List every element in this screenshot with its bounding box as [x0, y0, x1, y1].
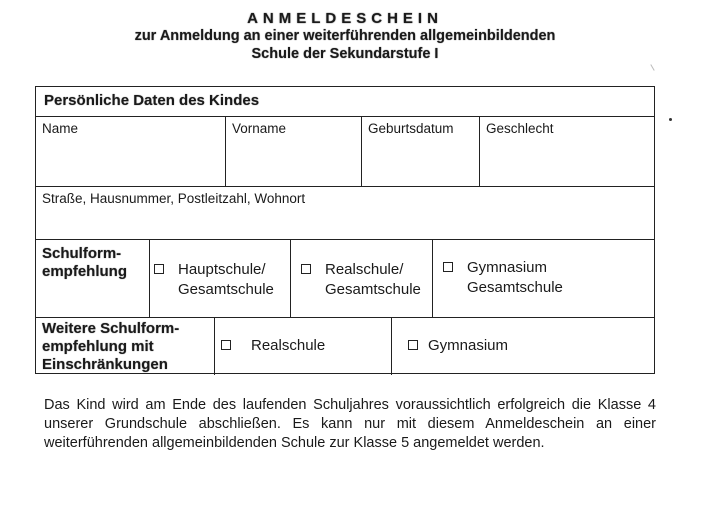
- schulform-label: [42, 245, 127, 281]
- document-title: ANMELDESCHEIN: [247, 10, 443, 27]
- option-hauptschule[interactable]: [154, 260, 274, 300]
- realschule-checkbox[interactable]: [301, 264, 311, 274]
- weitere-label-line1: Weitere Schulform-: [42, 320, 180, 337]
- gymnasium-checkbox[interactable]: [443, 262, 453, 272]
- address-label: Straße, Hausnummer, Postleitzahl, Wohnort: [42, 191, 306, 206]
- weitere-option-gymnasium[interactable]: [408, 336, 508, 356]
- weitere-gymnasium-cell: [391, 318, 654, 375]
- document-subtitle-line1: zur Anmeldung an einer weiterführenden allgemeinbildenden: [134, 28, 556, 44]
- option-realschule-cell: [290, 240, 432, 317]
- document-header: [0, 10, 690, 63]
- weitere-label-cell: [36, 318, 214, 375]
- weitere-label-line3: Einschränkungen: [42, 356, 168, 373]
- geschlecht-label: Geschlecht: [486, 121, 554, 136]
- geburtsdatum-field[interactable]: [361, 117, 479, 186]
- hauptschule-line2: Gesamtschule: [178, 281, 274, 298]
- personal-data-row: [36, 117, 654, 187]
- option-gymnasium[interactable]: [443, 258, 563, 298]
- section-title-row: [36, 87, 654, 117]
- schulform-row: [36, 240, 654, 318]
- geburtsdatum-label: Geburtsdatum: [368, 121, 454, 136]
- vorname-field[interactable]: [225, 117, 361, 186]
- realschule-line1: Realschule/: [325, 261, 404, 278]
- scan-mark: [650, 64, 654, 71]
- option-hauptschule-cell: [149, 240, 290, 317]
- registration-form: [35, 86, 655, 374]
- weitere-realschule-label: Realschule: [251, 337, 326, 354]
- weitere-realschule-checkbox[interactable]: [221, 340, 231, 350]
- gymnasium-line1: Gymnasium: [467, 259, 548, 276]
- option-gymnasium-cell: [432, 240, 654, 317]
- schulform-label-cell: [36, 240, 149, 317]
- name-field[interactable]: [36, 117, 225, 186]
- weitere-realschule-cell: [214, 318, 391, 375]
- info-paragraph: Das Kind wird am Ende des laufenden Schuljahres voraussichtlich erfolgreich die Klasse 4 unserer Grundschule abschließen. Es kann nur mit diesem Anmeldeschein an einer weiterführenden allgemeinbildenden Schule zur Klasse 5 angemeldet werden.: [44, 397, 656, 451]
- vorname-label: Vorname: [232, 121, 287, 136]
- weitere-gymnasium-checkbox[interactable]: [408, 340, 418, 350]
- realschule-line2: Gesamtschule: [325, 281, 421, 298]
- name-label: Name: [42, 121, 79, 136]
- hauptschule-checkbox[interactable]: [154, 264, 164, 274]
- schulform-label-line1: Schulform-: [42, 245, 122, 262]
- section-title: Persönliche Daten des Kindes: [44, 92, 260, 109]
- hauptschule-line1: Hauptschule/: [178, 261, 266, 278]
- option-realschule[interactable]: [301, 260, 421, 300]
- gymnasium-line2: Gesamtschule: [467, 279, 563, 296]
- weitere-label-line2: empfehlung mit: [42, 338, 154, 355]
- geschlecht-field[interactable]: [479, 117, 654, 186]
- scan-dot: [669, 118, 672, 121]
- address-field[interactable]: [36, 187, 654, 240]
- weitere-gymnasium-label: Gymnasium: [428, 337, 509, 354]
- weitere-row: [36, 318, 654, 375]
- schulform-label-line2: empfehlung: [42, 263, 127, 280]
- document-subtitle-line2: Schule der Sekundarstufe I: [251, 46, 439, 62]
- weitere-label: [42, 320, 179, 374]
- weitere-option-realschule[interactable]: [221, 336, 325, 356]
